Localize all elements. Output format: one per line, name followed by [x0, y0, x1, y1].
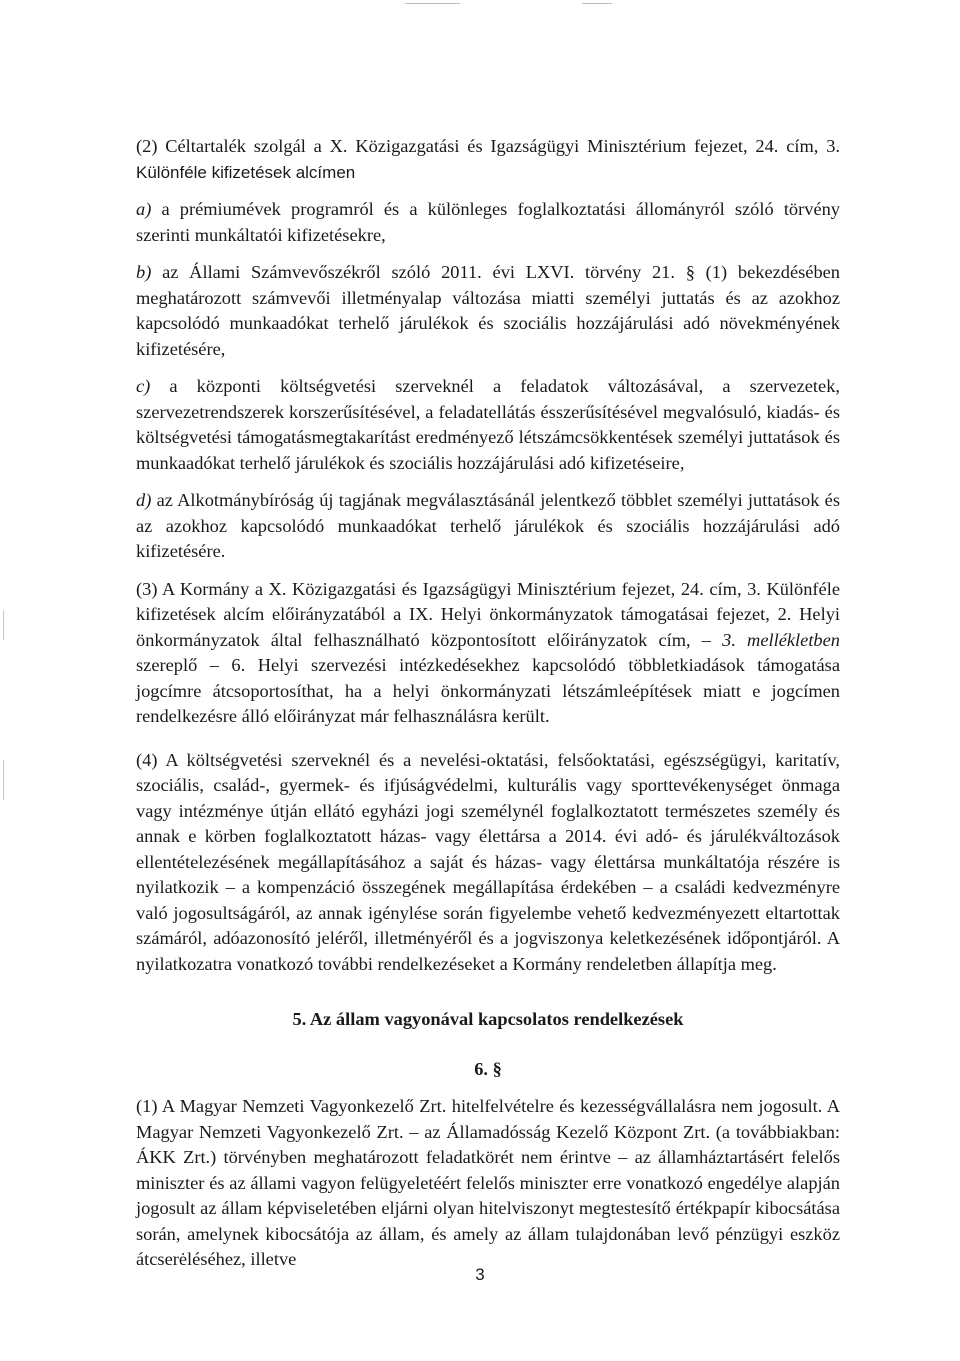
- scan-artifact-line: [405, 3, 460, 4]
- scan-edge-mark: [3, 760, 4, 800]
- paragraph-6-1: (1) A Magyar Nemzeti Vagyonkezelő Zrt. hitelfelvételre és kezességvállalásra nem jogosult. A Magyar Nemzeti Vagyonkezelő Zrt. – az Államadósság Kezelő Központ Zrt. (a továbbiakban: ÁKK Zrt.) törvényben meghatározott feladatkörét nem érintve – az államháztartásért felelős miniszter és az állami vagyon felügyeletéért felelős miniszter erre vonatkozó engedélye alapján jogosult az állam képviseletében eljárni olyan hitelviszonyt megtestesítő értékpapír kibocsátása során, amelynek kibocsátója az állam, és amely az állam tulajdonában levő pénzügyi eszköz átcserėléséhez, illetve: [136, 1096, 840, 1269]
- scan-artifact-line: [582, 3, 612, 4]
- scan-edge-mark: [3, 610, 4, 640]
- document-body: [136, 134, 840, 1273]
- list-item-d: d) az Alkotmánybíróság új tagjának megválasztásánál jelentkező többlet személyi juttatások és az azokhoz kapcsolódó munkaadókat terhelő járulékok és szociális hozzájárulási adó kifizetésére.: [136, 490, 840, 561]
- page-number: 3: [475, 1265, 485, 1284]
- paragraph-2: (2) Céltartalék szolgál a X. Közigazgatási és Igazságügyi Minisztérium fejezet, 24. cím, 3. Különféle kifizetések alcímen: [136, 136, 840, 182]
- paragraph-3: (3) A Kormány a X. Közigazgatási és Igazságügyi Minisztérium fejezet, 24. cím, 3. Különféle kifizetések alcím előirányzatából a IX. Helyi önkormányzatok támogatásai fejezet, 2. Helyi önkormányzatok által felhasználható központosított előirányzatok cím, – 3. mellékletben szereplő – 6. Helyi szervezési intézkedésekhez kapcsolódó többletkiadások támogatása jogcímre átcsoportosíthat, ha a helyi önkormányzati létszámleépítések miatt e jogcímen rendelkezésre álló előirányzat már felhasználásra került.: [136, 578, 840, 726]
- section-heading: 5. Az állam vagyonával kapcsolatos rendelkezések: [292, 1009, 684, 1029]
- list-item-a: a) a prémiumévek programról és a különleges foglalkoztatási állományról szóló törvény szerinti munkáltatói kifizetésekre,: [136, 199, 840, 245]
- list-item-b: b) az Állami Számvevőszékről szóló 2011. évi LXVI. törvény 21. § (1) bekezdésében meghatározott számvevői illetményalap változása miatti személyi juttatás és az azokhoz kapcsolódó munkaadókat terhelő járulékok és szociális hozzájárulási adó növekményének kifizetésére,: [136, 262, 840, 359]
- paragraph-4: (4) A költségvetési szerveknél és a nevelési-oktatási, felsőoktatási, egészségügyi, karitatív, szociális, család-, gyermek- és ifjúságvédelmi, kulturális vagy sporttevékenységet önmaga vagy intézménye útján ellátó egyházi jogi személynél foglalkoztatott természetes személy és annak e körben foglalkoztatott házas- vagy élettársa a 2014. évi adó- és járulékváltozások ellentételezésének megállapításához a saját és házas- vagy élettársa munkáltatója részére is nyilatkozik – a kompenzáció összegének megállapítása érdekében – a családi kedvezményre való jogosultságáról, az annak igénylése során figyelembe vehető kedvezményezett eltartottak számáról, adóazonosító jeléről, illetményéről és a jogviszonya keletkezésének időpontjáról. A nyilatkozatra vonatkozó további rendelkezéseket a Kormány rendeletben állapítja meg.: [136, 749, 840, 974]
- list-item-c: c) a központi költségvetési szerveknél a feladatok változásával, a szervezetek, szervezetrendszerek korszerűsítésével, a feladatellátás ésszerűsítésével megvalósuló, kiadás- és költségvetési támogatásmegtakarítást eredményező létszámcsökkentések személyi juttatások és munkaadókat terhelő járulékok és szociális hozzájárulási adó kifizetéseire,: [136, 376, 840, 473]
- section-number: 6. §: [474, 1058, 502, 1079]
